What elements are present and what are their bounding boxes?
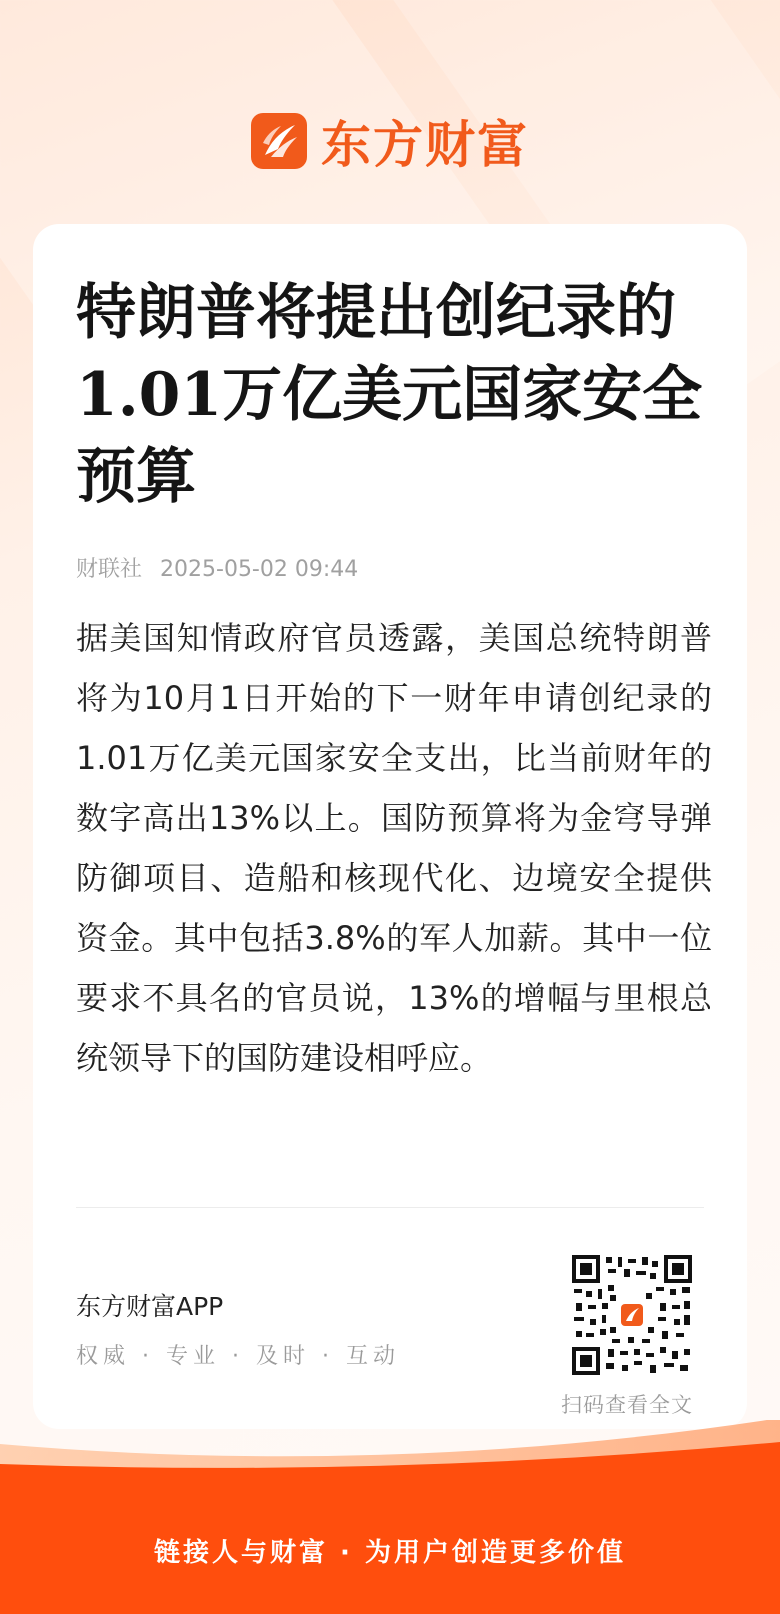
qr-code-icon[interactable]	[572, 1255, 692, 1375]
footer-tagline: 链接人与财富 · 为用户创造更多价值	[154, 1538, 626, 1568]
brand-header	[0, 105, 780, 177]
qr-caption: 扫码查看全文	[561, 1393, 693, 1417]
app-name: 东方财富APP	[76, 1292, 224, 1321]
article-source: 财联社	[76, 557, 143, 582]
article-body: 据美国知情政府官员透露，美国总统特朗普将为10月1日开始的下一财年申请创纪录的1.01万亿美元国家安全支出，比当前财年的数字高出13%以上。国防预算将为金穹导弹防御项目、造船和核现代化、边境安全提供资金。其中包括3.8%的军人加薪。其中一位要求不具名的官员说，13%的增幅与里根总统领导下的国防建设相呼应。	[76, 619, 712, 1077]
footer-banner	[0, 1420, 780, 1614]
divider	[76, 1207, 704, 1208]
article-datetime: 2025-05-02 09:44	[160, 557, 359, 582]
article-title: 特朗普将提出创纪录的1.01万亿美元国家安全预算	[76, 278, 703, 512]
app-slogan: 权威 · 专业 · 及时 · 互动	[76, 1344, 400, 1369]
brand-name: 东方财富	[321, 115, 529, 174]
article-meta	[76, 552, 358, 583]
flame-logo-icon	[251, 113, 307, 169]
article-card	[33, 224, 747, 1429]
